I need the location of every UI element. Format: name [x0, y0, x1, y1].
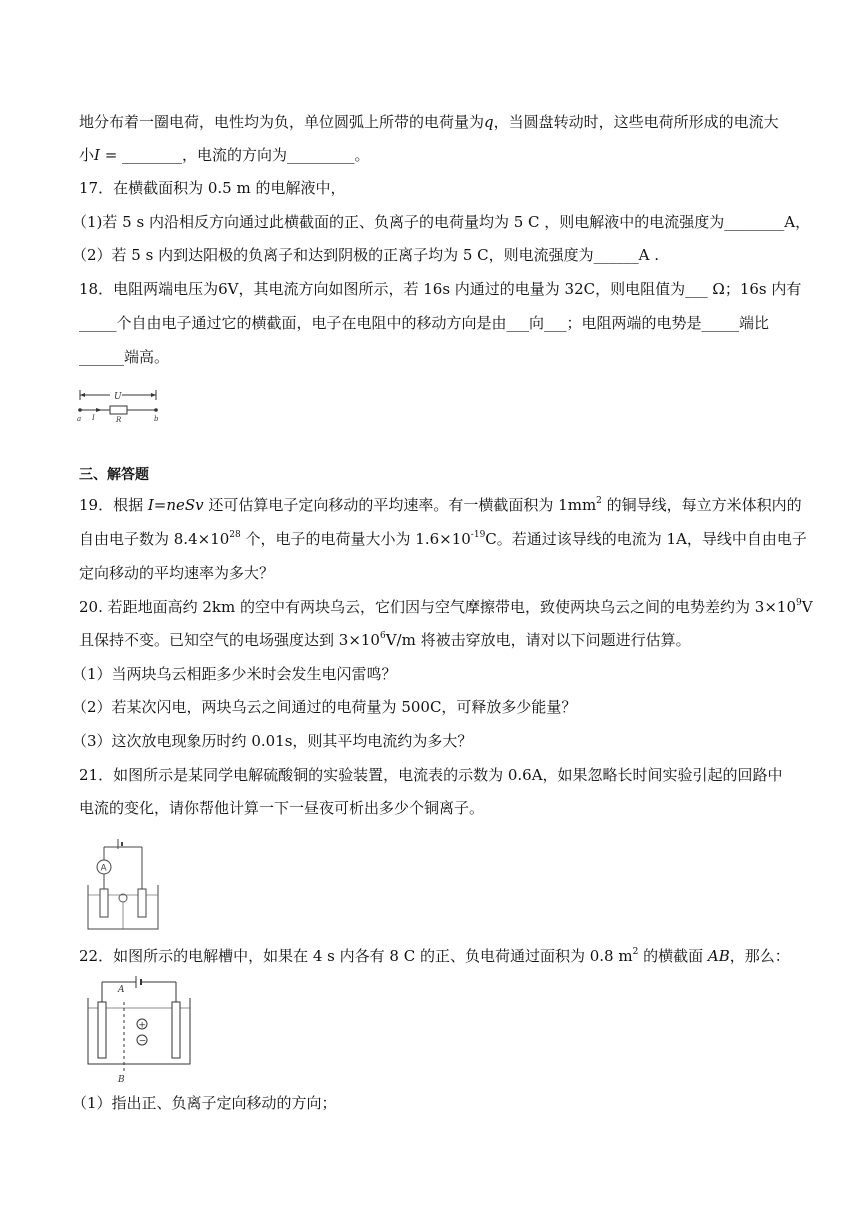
- q19-text: 19．根据: [79, 496, 148, 514]
- q22-text: 22．如图所示的电解槽中，如果在 4 s 内各有 8 C 的正、负电荷通过面积为 0.8 m: [79, 947, 633, 965]
- label-r: R: [116, 416, 122, 424]
- q16-text: 小: [79, 146, 95, 164]
- q22-text: 的横截面: [638, 947, 708, 965]
- q16-symbol-q: q: [484, 113, 494, 131]
- q22-part-1: （1）指出正、负离子定向移动的方向；: [72, 1094, 337, 1112]
- q17-stem: 17．在横截面积为 0.5 m 的电解液中，: [79, 179, 346, 197]
- label-b: b: [154, 415, 159, 423]
- q22-line-1: [79, 946, 790, 966]
- electrolytic-cell-diagram: [84, 972, 194, 1084]
- q19-text: 自由电子数为 8.4×10: [79, 530, 230, 548]
- q20-line-1: [79, 597, 813, 617]
- electrode-right: [138, 889, 146, 917]
- electrode-left: [98, 1002, 106, 1058]
- q20-text: V/m 将被击穿放电，请对以下问题进行估算。: [385, 631, 691, 649]
- q20-text: V: [801, 598, 813, 616]
- q20-part-2: （2）若某次闪电，两块乌云之间通过的电荷量为 500C，可释放多少能量？: [72, 698, 577, 716]
- q16-symbol-i: I: [94, 146, 100, 164]
- q16-line-1: [79, 112, 779, 132]
- q19-line-3: 定向移动的平均速率为多大？: [79, 564, 275, 582]
- electrode-left: [100, 889, 108, 917]
- q21-line-1: 21．如图所示是某同学电解硫酸铜的实验装置，电流表的示数为 0.6A，如果忽略长时间实验引起的回路中: [79, 766, 783, 784]
- electrolysis-apparatus-diagram: [84, 833, 164, 935]
- q20-sup: 6: [379, 631, 386, 641]
- q19-sup: 28: [229, 530, 241, 540]
- electrode-right: [172, 1002, 180, 1058]
- q21-line-2: 电流的变化，请你帮他计算一下一昼夜可析出多少个铜离子。: [79, 799, 485, 817]
- q19-text: 还可估算电子定向移动的平均速率。有一横截面积为 1mm: [203, 496, 597, 514]
- q20-line-2: [79, 630, 691, 650]
- q19-text: C。若通过该导线的电流为 1A，导线中自由电子: [485, 530, 807, 548]
- q19-sup: 2: [596, 496, 602, 506]
- q19-formula: I=neSv: [147, 496, 204, 514]
- q16-text: = ________，电流的方向为_________。: [99, 146, 370, 164]
- q18-line-1: 18．电阻两端电压为6V，其电流方向如图所示，若 16s 内通过的电量为 32C，则电阻值为___ Ω；16s 内有: [79, 280, 802, 298]
- q17-part-2: （2）若 5 s 内到达阳极的负离子和达到阴极的正离子均为 5 C，则电流强度为______A .: [72, 246, 660, 264]
- q16-line-2: [79, 145, 370, 165]
- resistor-symbol: [110, 406, 127, 414]
- resistor-diagram: [76, 384, 166, 424]
- q20-part-3: （3）这次放电现象历时约 0.01s，则其平均电流约为多大？: [72, 732, 473, 750]
- q19-line-1: [79, 495, 802, 515]
- label-a: a: [77, 415, 82, 423]
- q22-text: ，那么：: [729, 947, 790, 965]
- plus-sign: +: [138, 1020, 146, 1031]
- label-a: A: [118, 985, 125, 995]
- q20-text: 且保持不变。已知空气的电场强度达到 3×10: [79, 631, 380, 649]
- q20-part-1: （1）当两块乌云相距多少米时会发生电闪雷鸣？: [72, 665, 397, 683]
- q16-text: 地分布着一圈电荷，电性均为负，单位圆弧上所带的电荷量为: [79, 113, 485, 131]
- q19-line-2: [79, 529, 807, 549]
- q16-text: ，当圆盘转动时，这些电荷所形成的电流大: [493, 113, 779, 131]
- label-b: B: [118, 1075, 125, 1084]
- q18-line-2: _____个自由电子通过它的横截面，电子在电阻中的移动方向是由___向___；电阻两端的电势是_____端比: [79, 314, 770, 332]
- minus-sign: −: [138, 1036, 147, 1047]
- label-i: I: [92, 414, 95, 422]
- q20-text: 20. 若距地面高约 2km 的空中有两块乌云，它们因与空气摩擦带电，致使两块乌云之间的电势差约为 3×10: [79, 598, 796, 616]
- q22-ab: AB: [707, 947, 730, 965]
- q19-sup: -19: [470, 530, 486, 540]
- q19-text: 的铜导线，每立方米体积内的: [601, 496, 802, 514]
- q20-sup: 9: [796, 598, 802, 608]
- q22-sup: 2: [632, 947, 639, 957]
- q18-line-3: ______端高。: [79, 348, 170, 366]
- q19-text: 个，电子的电荷量大小为 1.6×10: [240, 530, 471, 548]
- section-heading: 三、解答题: [79, 467, 149, 483]
- label-u: U: [114, 392, 122, 402]
- ammeter-label: A: [100, 863, 107, 874]
- q17-part-1: （1)若 5 s 内沿相反方向通过此横截面的正、负离子的电荷量均为 5 C ，则电解液中的电流强度为________A，: [72, 213, 811, 231]
